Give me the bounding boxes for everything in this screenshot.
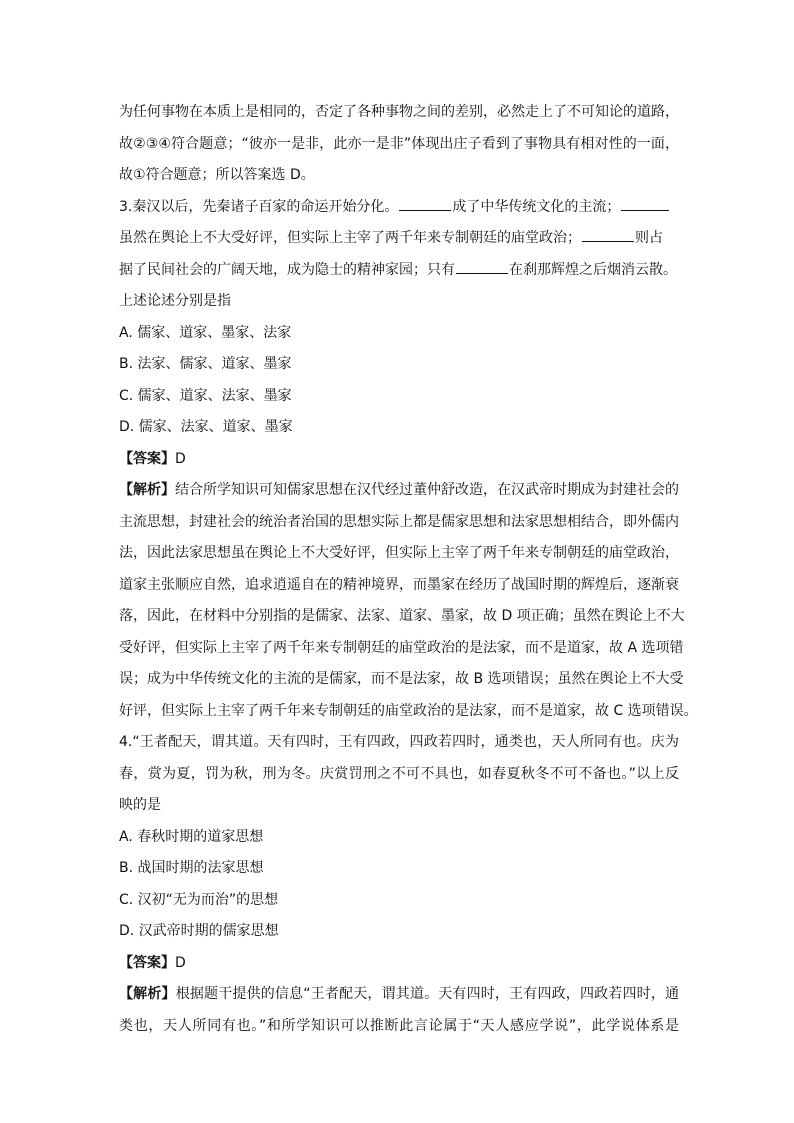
intro-line-2: 故②③④符合题意；“彼亦一是非，此亦一是非”体现出庄子看到了事物具有相对性的一面， (119, 135, 679, 152)
q3-analysis-line-4: 道家主张顺应自然，追求逍遥自在的精神境界，而墨家在经历了战国时期的辉煌后，逐渐衰 (119, 576, 679, 593)
q4-answer (119, 948, 679, 980)
intro-line-1: 为任何事物在本质上是相同的，否定了各种事物之间的差别，必然走上了不可知论的道路， (119, 104, 679, 120)
intro-line-3: 故①符合题意；所以答案选 D。 (119, 167, 315, 183)
analysis-label: 【解析】 (119, 986, 176, 1002)
q3-analysis-line-1 (119, 475, 679, 507)
fill-blank-4 (456, 259, 508, 274)
q4-option-b: B. 战国时期的法家思想 (119, 860, 264, 876)
analysis-label: 【解析】 (119, 482, 175, 498)
q3-analysis-line-6: 受好评，但实际上主宰了两千年来专制朝廷的庙堂政治的是法家，而不是道家，故 A 选项错 (119, 639, 684, 656)
q4-option-a: A. 春秋时期的道家思想 (119, 828, 264, 845)
analysis-text: 根据题干提供的信息“王者配天，谓其道。天有四时，王有四政，四政若四时，通 (175, 986, 679, 1002)
q3-stem-text: 虽然在舆论上不大受好评，但实际上主宰了两千年来专制朝廷的庙堂政治； (119, 230, 581, 246)
document-page (119, 97, 698, 1042)
q3-stem-text: 在刹那辉煌之后烟消云散。 (509, 261, 677, 278)
q3-analysis-line-5: 落，因此，在材料中分别指的是儒家、法家、道家、墨家，故 D 项正确；虽然在舆论上不大 (119, 608, 685, 624)
q3-option-b: B. 法家、儒家、道家、墨家 (119, 356, 292, 372)
q3-stem-text: 3.秦汉以后，先秦诸子百家的命运开始分化。 (119, 198, 399, 215)
q3-stem-line-2 (119, 223, 679, 255)
q3-analysis-line-3: 法，因此法家思想虽在舆论上不大受好评，但实际上主宰了两千年来专制朝廷的庙堂政治， (119, 545, 679, 561)
q3-analysis-line-7: 误；成为中华传统文化的主流的是儒家，而不是法家，故 B 选项错误；虽然在舆论上不大受 (119, 671, 684, 687)
q4-stem-line-1: 4.“王者配天，谓其道。天有四时，王有四政，四政若四时，通类也，天人所同有也。庆为 (119, 734, 679, 750)
fill-blank-2 (621, 196, 669, 211)
answer-value: D (175, 954, 186, 971)
q4-stem-line-2: 春，赏为夏，罚为秋，刑为冬。庆赏罚刑之不可不具也，如春夏秋冬不可不备也。”以上反 (119, 765, 679, 782)
q3-stem-text: 据了民间社会的广阔天地，成为隐士的精神家园；只有 (119, 261, 455, 278)
q4-analysis-line-1 (119, 979, 679, 1011)
q4-option-c: C. 汉初“无为而治”的思想 (119, 891, 279, 908)
analysis-text: 结合所学知识可知儒家思想在汉代经过董仲舒改造，在汉武帝时期成为封建社会的 (175, 482, 679, 498)
q3-option-a: A. 儒家、道家、墨家、法家 (119, 324, 292, 341)
q3-stem-text: 成了中华传统文化的主流； (452, 198, 621, 215)
answer-label: 【答案】 (119, 954, 175, 971)
fill-blank-3 (582, 227, 634, 242)
q3-option-d: D. 儒家、法家、道家、墨家 (119, 419, 293, 435)
q4-analysis-line-2: 类也，天人所同有也。”和所学知识可以推断此言论属于“天人感应学说”，此学说体系是 (119, 1017, 679, 1034)
q3-stem-line-1 (119, 192, 679, 224)
q3-answer (119, 444, 679, 476)
q3-stem-line-4: 上述论述分别是指 (119, 293, 231, 309)
q3-option-c: C. 儒家、道家、法家、墨家 (119, 387, 292, 404)
q4-option-d: D. 汉武帝时期的儒家思想 (119, 923, 279, 939)
answer-value: D (175, 450, 186, 467)
q3-stem-line-3 (119, 255, 679, 287)
q3-analysis-line-8: 好评，但实际上主宰了两千年来专制朝廷的庙堂政治的是法家，而不是道家，故 C 选项错误。 (119, 702, 698, 719)
q4-stem-line-3: 映的是 (119, 797, 161, 813)
fill-blank-1 (399, 196, 451, 211)
q3-analysis-line-2: 主流思想，封建社会的统治者治国的思想实际上都是儒家思想和法家思想相结合，即外儒内 (119, 513, 679, 530)
q3-stem-text: 则占 (635, 230, 663, 246)
answer-label: 【答案】 (119, 450, 175, 467)
